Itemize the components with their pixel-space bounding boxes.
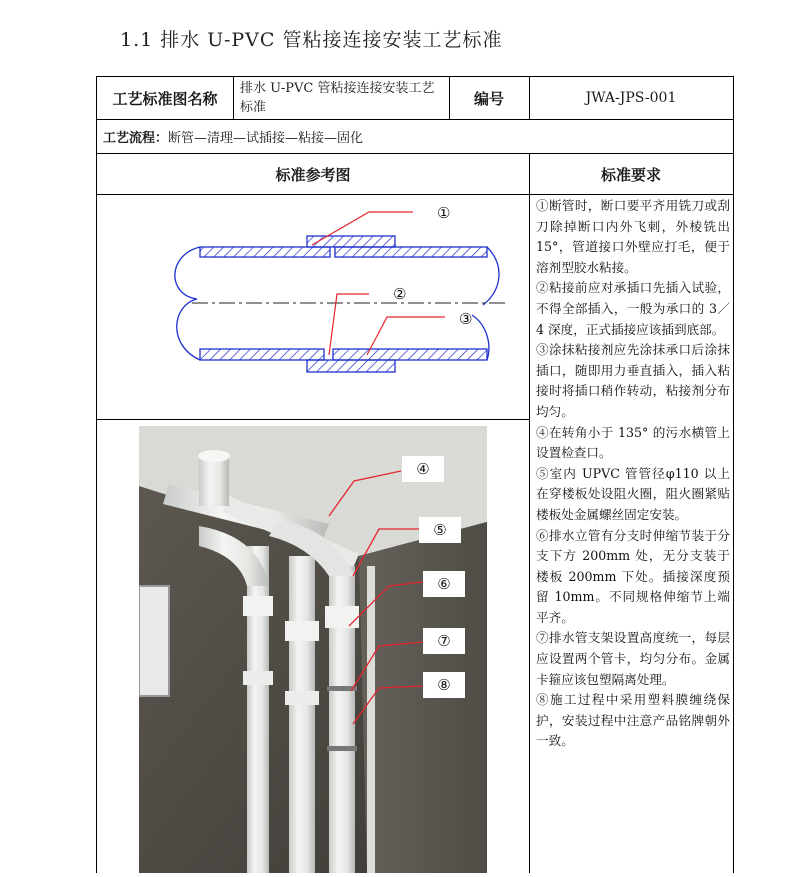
process-standard-table	[96, 76, 734, 873]
requirement-8: ⑧施工过程中采用塑料膜缠绕保护，安装过程中注意产品铭牌朝外一致。	[536, 692, 730, 749]
requirement-1: ①断管时，断口要平齐用铣刀或刮刀除掉断口内外飞刺，外棱铣出 15°，管道接口外壁应打毛，便于溶剂型胶水粘接。	[536, 198, 730, 275]
callout-7: ⑦	[423, 628, 465, 654]
standard-name-label: 工艺标准图名称	[112, 89, 218, 108]
callout-3: ③	[459, 310, 473, 328]
reference-figure-header: 标准参考图	[275, 165, 351, 184]
requirement-7: ⑦排水管支架设置高度统一，每层应设置两个管卡，均匀分布。金属卡箍应该包塑隔离处理。	[536, 630, 730, 687]
standard-name-value: 排水 U-PVC 管粘接连接安装工艺标准	[240, 81, 435, 115]
process-flow	[103, 120, 363, 153]
code-label: 编号	[473, 89, 504, 108]
callout-2: ②	[393, 285, 407, 303]
requirements-text	[536, 196, 730, 752]
requirement-2: ②粘接前应对承插口先插入试验，不得全部插入，一般为承口的 3／4 深度，正式插接应该插到底部。	[536, 280, 730, 337]
code-value: JWA-JPS-001	[585, 90, 677, 106]
requirement-4: ④在转角小于 135° 的污水横管上设置检查口。	[536, 424, 730, 461]
callout-1: ①	[437, 204, 451, 222]
pipe-joint-diagram	[97, 195, 529, 419]
page-heading: 1.1 排水 U-PVC 管粘接连接安装工艺标准	[120, 29, 503, 51]
callout-8: ⑧	[423, 672, 465, 698]
process-flow-label: 工艺流程：	[103, 131, 169, 146]
process-flow-value: 断管—清理—试插接—粘接—固化	[168, 131, 364, 146]
callout-4: ④	[402, 456, 444, 482]
callout-6: ⑥	[423, 571, 465, 597]
callout-5: ⑤	[419, 517, 461, 543]
requirement-6: ⑥排水立管有分支时伸缩节装于分支下方 200mm 处，无分支装于楼板 200mm 下处。插接深度预留 10mm。不同规格伸缩节上端平齐。	[536, 527, 730, 625]
requirements-header: 标准要求	[600, 165, 661, 184]
requirement-5: ⑤室内 UPVC 管管径φ110 以上在穿楼板处设阻火圈，阻火圈紧贴楼板处金属螺丝固定安装。	[536, 465, 730, 522]
requirement-3: ③涂抹粘接剂应先涂抹承口后涂抹插口，随即用力垂直插入，插入粘接时将插口稍作转动，粘接剂分布均匀。	[536, 342, 730, 419]
